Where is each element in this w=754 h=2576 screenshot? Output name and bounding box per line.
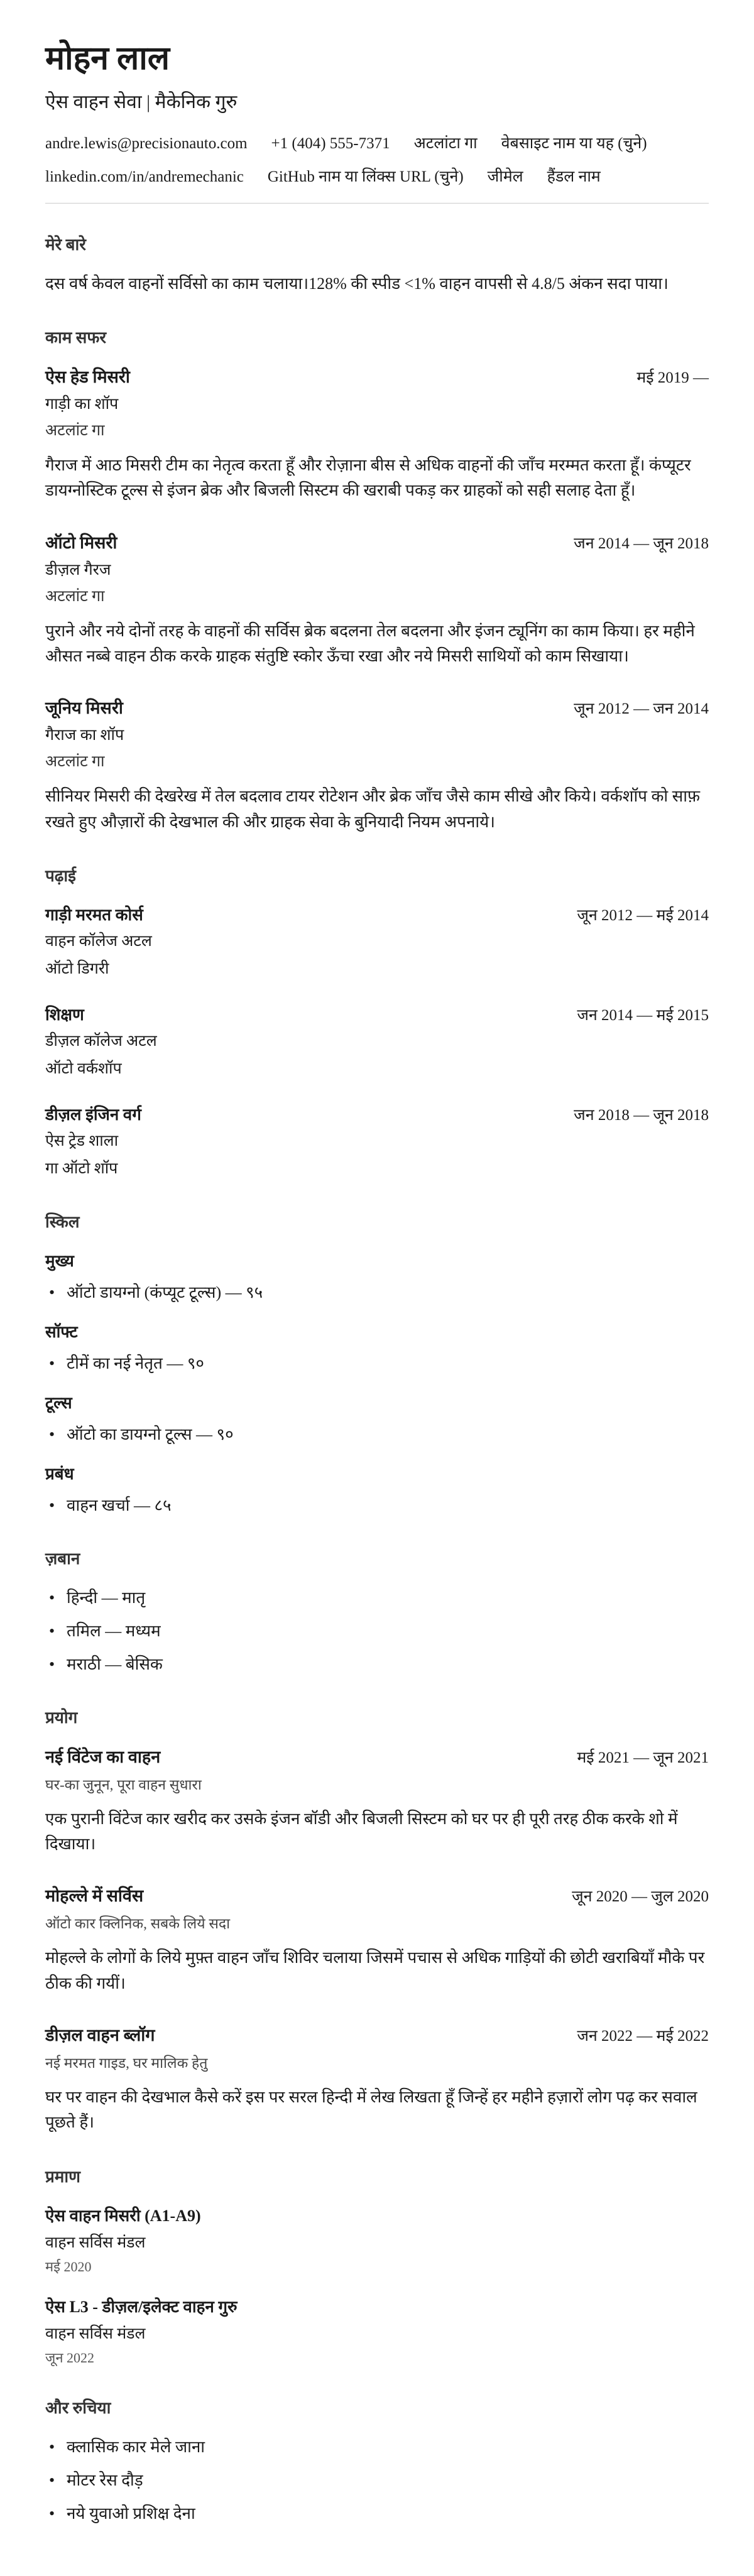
contact-social: जीमेल — [487, 168, 523, 185]
project-subtitle: ऑटो कार क्लिनिक, सबके लिये सदा — [45, 1916, 231, 1932]
interest-list — [45, 2435, 709, 2526]
job-entry — [45, 530, 709, 670]
projects-title: प्रयोग — [45, 1708, 78, 1727]
project-entry — [45, 1744, 709, 1857]
language-item: • मराठी — बेसिक — [45, 1652, 709, 1677]
interests-title: और रुचिया — [45, 2398, 111, 2417]
person-title: ऐस वाहन सेवा | मैकेनिक गुरु — [45, 91, 238, 112]
skill-group — [45, 1320, 709, 1376]
job-company: डीज़ल गैरज — [45, 561, 111, 579]
section-skills — [45, 1210, 709, 1518]
project-dates: जून 2020 — जुल 2020 — [572, 1888, 709, 1906]
project-description: मोहल्ले के लोगों के लिये मुफ़्त वाहन जाँच शिविर चलाया जिसमें पचास से अधिक गाड़ियों की छोटी खराबियाँ मौके पर ठीक की गयीं। — [45, 1948, 705, 1992]
education-header — [45, 1102, 709, 1125]
certification-issuer: वाहन सर्विस मंडल — [45, 2234, 146, 2251]
summary-text: दस वर्ष केवल वाहनों सर्विसो का काम चलाया।128% की स्पीड <1% वाहन वापसी से 4.8/5 अंकन सदा पाया। — [45, 274, 669, 293]
interest-item: • क्लासिक कार मेले जाना — [45, 2435, 709, 2459]
summary-title: मेरे बारे — [45, 235, 86, 254]
interest-item: • मोटर रेस दौड़ — [45, 2468, 709, 2492]
skills-title: स्किल — [45, 1212, 80, 1231]
project-description: घर पर वाहन की देखभाल कैसे करें इस पर सरल हिन्दी में लेख लिखता हूँ जिन्हें हर महीने हज़ारों लोग पढ़ कर सवाल पूछते हैं। — [45, 2088, 697, 2132]
contact-row-2 — [45, 166, 709, 188]
language-item: • तमिल — मध्यम — [45, 1619, 709, 1643]
certification-date: मई 2020 — [45, 2258, 92, 2274]
education-entry — [45, 903, 709, 981]
project-header — [45, 1744, 709, 1768]
project-dates: मई 2021 — जून 2021 — [577, 1749, 709, 1766]
project-entry — [45, 1883, 709, 1996]
education-dates: जून 2012 — मई 2014 — [577, 906, 709, 924]
contact-email: andre.lewis@precisionauto.com — [45, 134, 248, 152]
job-title: जूनिय मिसरी — [45, 698, 123, 718]
section-interests — [45, 2396, 709, 2526]
job-location: अटलांट गा — [45, 587, 105, 605]
education-school: ऐस ट्रेड शाला — [45, 1132, 119, 1149]
job-location: अटलांट गा — [45, 422, 105, 440]
job-dates: जन 2014 — जून 2018 — [574, 535, 709, 552]
skill-list — [45, 1280, 709, 1305]
contact-github: GitHub नाम या लिंक्स URL (चुने) — [267, 168, 464, 185]
skill-item: • टीमें का नई नेतृत — ९० — [45, 1351, 709, 1376]
education-degree: गाड़ी मरमत कोर्स — [45, 905, 143, 924]
skill-list — [45, 1351, 709, 1376]
job-company: गैराज का शॉप — [45, 727, 124, 744]
skill-group-name: प्रबंध — [45, 1464, 74, 1483]
project-dates: जन 2022 — मई 2022 — [577, 2028, 709, 2045]
contact-handle: हैंडल नाम — [547, 168, 601, 185]
skill-group — [45, 1249, 709, 1305]
project-entry — [45, 2023, 709, 2136]
education-header — [45, 1003, 709, 1025]
skill-item: • ऑटो डायग्नो (कंप्यूट टूल्स) — ९५ — [45, 1280, 709, 1305]
project-subtitle: घर-का जुनून, पूरा वाहन सुधारा — [45, 1776, 202, 1793]
skill-item: • वाहन खर्चा — ८५ — [45, 1493, 709, 1518]
contact-phone: +1 (404) 555-7371 — [271, 134, 390, 152]
education-entry — [45, 1003, 709, 1081]
skill-group — [45, 1462, 709, 1518]
job-header — [45, 364, 709, 388]
skill-group-name: मुख्य — [45, 1251, 74, 1270]
resume-header — [45, 40, 709, 204]
section-languages — [45, 1546, 709, 1677]
education-detail: गा ऑटो शॉप — [45, 1160, 118, 1178]
education-school: वाहन कॉलेज अटल — [45, 932, 152, 950]
job-dates: जून 2012 — जन 2014 — [574, 700, 709, 718]
skill-list — [45, 1422, 709, 1447]
certification-name: ऐस L3 - डीज़ल/इलेक्ट वाहन गुरु — [45, 2297, 238, 2316]
job-header — [45, 530, 709, 553]
certification-date: जून 2022 — [45, 2349, 95, 2366]
job-entry — [45, 695, 709, 835]
job-location: अटलांट गा — [45, 753, 105, 771]
project-header — [45, 2023, 709, 2046]
certification-issuer: वाहन सर्विस मंडल — [45, 2325, 146, 2342]
job-title: ऐस हेड मिसरी — [45, 367, 130, 387]
experience-title: काम सफर — [45, 329, 107, 347]
section-summary — [45, 232, 709, 296]
section-experience — [45, 325, 709, 835]
job-description: गैराज में आठ मिसरी टीम का नेतृत्व करता हूँ और रोज़ाना बीस से अधिक वाहनों की जाँच मरम्मत करता हूँ। कंप्यूटर डायग्नोस्टिक टूल्स से इंजन ब्रेक और बिजली सिस्टम की खराबी पकड़ कर ग्राहकों को सही सलाह देता हूँ। — [45, 456, 691, 500]
certification-name: ऐस वाहन मिसरी (A1-A9) — [45, 2206, 201, 2225]
contact-row-1 — [45, 133, 709, 155]
certification-entry — [45, 2295, 709, 2367]
project-name: नई विंटेज का वाहन — [45, 1747, 161, 1766]
languages-title: ज़बान — [45, 1549, 80, 1568]
job-company: गाड़ी का शॉप — [45, 396, 119, 413]
education-school: डीज़ल कॉलेज अटल — [45, 1032, 157, 1050]
contact-linkedin: linkedin.com/in/andremechanic — [45, 168, 244, 185]
header-divider — [45, 203, 709, 204]
project-subtitle: नई मरमत गाइड, घर मालिक हेतु — [45, 2055, 208, 2072]
project-name: मोहल्ले में सर्विस — [45, 1886, 144, 1906]
education-header — [45, 903, 709, 925]
education-detail: ऑटो वर्कशॉप — [45, 1060, 122, 1078]
contact-location: अटलांटा गा — [413, 134, 478, 152]
interest-item: • नये युवाओ प्रशिक्ष देना — [45, 2501, 709, 2526]
language-list — [45, 1585, 709, 1677]
language-item: • हिन्दी — मातृ — [45, 1585, 709, 1610]
certifications-title: प्रमाण — [45, 2167, 80, 2186]
section-certifications — [45, 2165, 709, 2367]
skill-list — [45, 1493, 709, 1518]
education-title: पढ़ाई — [45, 866, 76, 885]
job-dates: मई 2019 — — [637, 369, 709, 387]
education-degree: शिक्षण — [45, 1005, 84, 1024]
project-header — [45, 1883, 709, 1906]
certification-entry — [45, 2204, 709, 2276]
skill-group — [45, 1391, 709, 1447]
education-degree: डीज़ल इंजिन वर्ग — [45, 1105, 141, 1124]
person-name: मोहन लाल — [45, 41, 170, 77]
job-description: सीनियर मिसरी की देखरेख में तेल बदलाव टायर रोटेशन और ब्रेक जाँच जैसे काम सीखे और किये। वर्कशॉप को साफ़ रखते हुए औज़ारों की देखभाल की और ग्राहक सेवा के बुनियादी नियम अपनाये। — [45, 787, 701, 831]
job-description: पुराने और नये दोनों तरह के वाहनों की सर्विस ब्रेक बदलना तेल बदलना और इंजन ट्यूनिंग का काम किया। हर महीने औसत नब्बे वाहन ठीक करके ग्राहक संतुष्टि स्कोर ऊँचा रखा और नये मिसरी साथियों को काम सिखाया। — [45, 621, 695, 665]
contact-website: वेबसाइट नाम या यह (चुने) — [501, 134, 647, 152]
education-entry — [45, 1102, 709, 1181]
education-dates: जन 2014 — मई 2015 — [577, 1006, 709, 1024]
skill-group-name: टूल्स — [45, 1393, 72, 1412]
section-education — [45, 864, 709, 1181]
education-detail: ऑटो डिगरी — [45, 960, 109, 978]
project-name: डीज़ल वाहन ब्लॉग — [45, 2026, 155, 2045]
skill-item: • ऑटो का डायग्नो टूल्स — ९० — [45, 1422, 709, 1447]
skill-group-name: सॉफ्ट — [45, 1322, 78, 1341]
section-projects — [45, 1705, 709, 2136]
job-entry — [45, 364, 709, 504]
job-title: ऑटो मिसरी — [45, 533, 117, 552]
education-dates: जन 2018 — जून 2018 — [574, 1106, 709, 1124]
project-description: एक पुरानी विंटेज कार खरीद कर उसके इंजन बॉडी और बिजली सिस्टम को घर पर ही पूरी तरह ठीक करके शो में दिखाया। — [45, 1809, 678, 1854]
job-header — [45, 695, 709, 719]
